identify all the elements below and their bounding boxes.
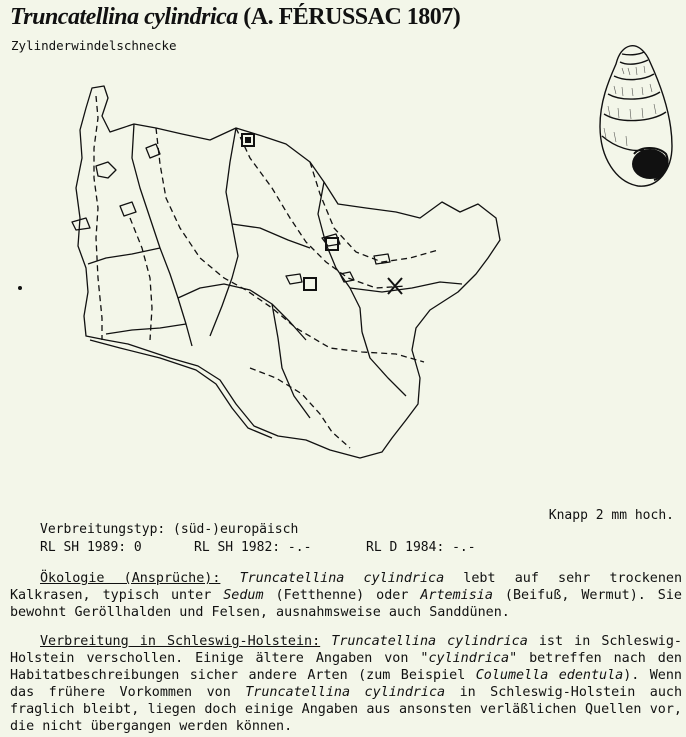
distribution-species-1: Truncatellina cylindrica xyxy=(331,634,528,649)
ecology-text-2: (Fetthenne) oder xyxy=(263,588,421,603)
distribution-map xyxy=(10,78,510,478)
map-outline xyxy=(76,86,500,458)
distribution-text-2: " betreffen nach den Habitatbeschreibungen sicher andere Arten (zum Beispiel xyxy=(10,651,682,683)
ecology-paragraph xyxy=(10,570,682,621)
red-list-d-1984: RL D 1984: -.- xyxy=(366,540,476,555)
page-title xyxy=(10,4,460,31)
distribution-text-4: in Schleswig-Holstein auch fraglich bleibt, liegen doch einige Angaben aus ansonsten verläßlichen Quellen vor, die nicht übergangen werden können. xyxy=(10,685,683,734)
red-list-sh-1982: RL SH 1982: -.- xyxy=(194,540,312,555)
ecology-heading: Ökologie (Ansprüche): xyxy=(40,571,221,586)
red-list-sh-1989: RL SH 1989: 0 xyxy=(40,540,142,555)
distribution-paragraph xyxy=(10,633,682,735)
distribution-species-2: Truncatellina cylindrica xyxy=(245,685,446,700)
ecology-text-1: lebt auf sehr trockenen Kalkrasen, typisch unter xyxy=(10,571,682,603)
ecology-sedum: Sedum xyxy=(223,588,264,603)
distribution-columella: Columella edentula xyxy=(475,668,624,683)
distribution-text-1: ist in Schleswig-Holstein verschollen. Einige ältere Angaben von " xyxy=(10,634,682,666)
ecology-text-3: (Beifuß, Wermut). Sie bewohnt Geröllhalden und Felsen, ausnahmsweise auch Sanddünen. xyxy=(10,588,682,620)
ecology-species: Truncatellina cylindrica xyxy=(239,571,445,586)
distribution-cylindrica: cylindrica xyxy=(428,651,510,666)
size-note: Knapp 2 mm hoch. xyxy=(548,508,674,523)
ecology-artemisia: Artemisia xyxy=(420,588,493,603)
species-name: Truncatellina cylindrica xyxy=(10,4,238,30)
species-author: (A. FÉRUSSAC 1807) xyxy=(243,4,461,30)
shell-illustration xyxy=(592,42,676,192)
common-name: Zylinderwindelschnecke xyxy=(11,38,177,53)
distribution-heading: Verbreitung in Schleswig-Holstein: xyxy=(40,634,321,649)
distribution-type: Verbreitungstyp: (süd-)europäisch xyxy=(40,522,299,537)
distribution-text-3: ). Wenn das frühere Vorkommen von xyxy=(10,668,682,700)
record-square-south xyxy=(304,278,316,290)
